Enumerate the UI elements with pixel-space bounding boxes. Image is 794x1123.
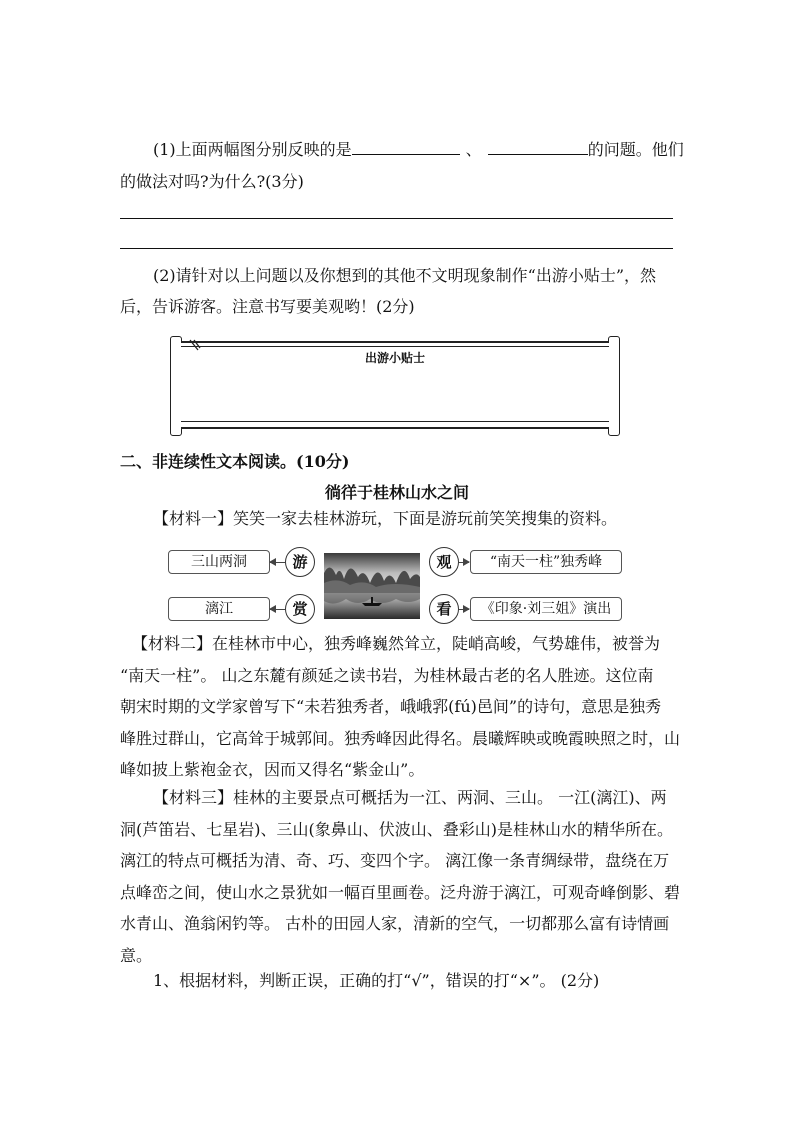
box-li-river: 漓江 (168, 597, 270, 621)
guilin-landscape-photo (324, 553, 420, 619)
material2-line: 【材料二】在桂林市中心，独秀峰巍然耸立，陡峭高峻，气势雄伟，被誉为 (132, 634, 661, 653)
material-3-lines (120, 782, 680, 972)
circle-shang: 赏 (285, 594, 315, 624)
material-2-lines (120, 628, 680, 786)
answer-line-2[interactable] (120, 248, 673, 249)
material-3 (120, 782, 680, 972)
circle-you: 游 (285, 547, 315, 577)
circle-guan: 观 (429, 547, 459, 577)
material3-line: 水青山、渔翁闲钓等。 古朴的田园人家，清新的空气，一切都那么富有诗情画 (120, 914, 670, 934)
scroll-title: 出游小贴士 (364, 351, 425, 365)
tips-scroll[interactable] (170, 336, 620, 436)
material-2 (120, 628, 680, 786)
answer-blank-2[interactable] (488, 140, 588, 155)
circle-kan: 看 (429, 594, 459, 624)
arrow-left-top-icon (270, 562, 285, 563)
material3-line: 意。 (120, 945, 153, 965)
material2-line: 峰胜过群山，它高耸于城郭间。独秀峰因此得名。晨曦辉映或晚霞映照之时，山 (120, 728, 681, 748)
q2-line2: 后，告诉游客。注意书写要美观哟！(2分) (120, 297, 415, 316)
article-title: 徜徉于桂林山水之间 (324, 483, 469, 502)
material2-line: 峰如披上紫袍金衣，因而又得名“紫金山”。 (120, 760, 425, 780)
material2-line: 朝宋时期的文学家曾写下“未若独秀者，峨峨郛(fú)邑间”的诗句，意思是独秀 (120, 697, 662, 717)
answer-line-1[interactable] (120, 218, 673, 219)
q1-line2: 的做法对吗?为什么?(3分) (120, 172, 304, 191)
arrow-left-bottom-icon (270, 609, 285, 610)
q1-line1: (1)上面两幅图分别反映的是 、 的问题。他们 (153, 140, 684, 159)
arrow-right-bottom-icon (459, 609, 469, 610)
material3-line: 点峰峦之间，使山水之景犹如一幅百里画卷。泛舟游于漓江，可观奇峰倒影、碧 (120, 882, 681, 902)
question-1: 1、根据材料，判断正误，正确的打“√”，错误的打“×”。 (2分) (153, 971, 600, 990)
material2-line: “南天一柱”。 山之东麓有颜延之读书岩，为桂林最古老的名人胜迹。这位南 (120, 665, 654, 685)
material3-line: 【材料三】桂林的主要景点可概括为一江、两洞、三山。 一江(漓江)、两 (153, 788, 667, 807)
section-heading: 二、非连续性文本阅读。(10分) (120, 452, 350, 471)
arrow-right-top-icon (459, 562, 469, 563)
q2-line1: (2)请针对以上问题以及你想到的其他不文明现象制作“出游小贴士”，然 (153, 266, 657, 285)
box-three-hills-two-caves: 三山两洞 (168, 550, 270, 574)
answer-blank-1[interactable] (352, 140, 460, 155)
material3-line: 洞(芦笛岩、七星岩)、三山(象鼻山、伏波山、叠彩山)是桂林山水的精华所在。 (120, 819, 673, 839)
box-duxiu-peak: “南天一柱”独秀峰 (470, 550, 622, 574)
material-1: 【材料一】笑笑一家去桂林游玩，下面是游玩前笑笑搜集的资料。 (153, 509, 618, 528)
box-liusanjie-show: 《印象·刘三姐》演出 (470, 597, 622, 621)
material3-line: 漓江的特点可概括为清、奇、巧、变四个字。 漓江像一条青绸绿带，盘绕在万 (120, 851, 670, 871)
